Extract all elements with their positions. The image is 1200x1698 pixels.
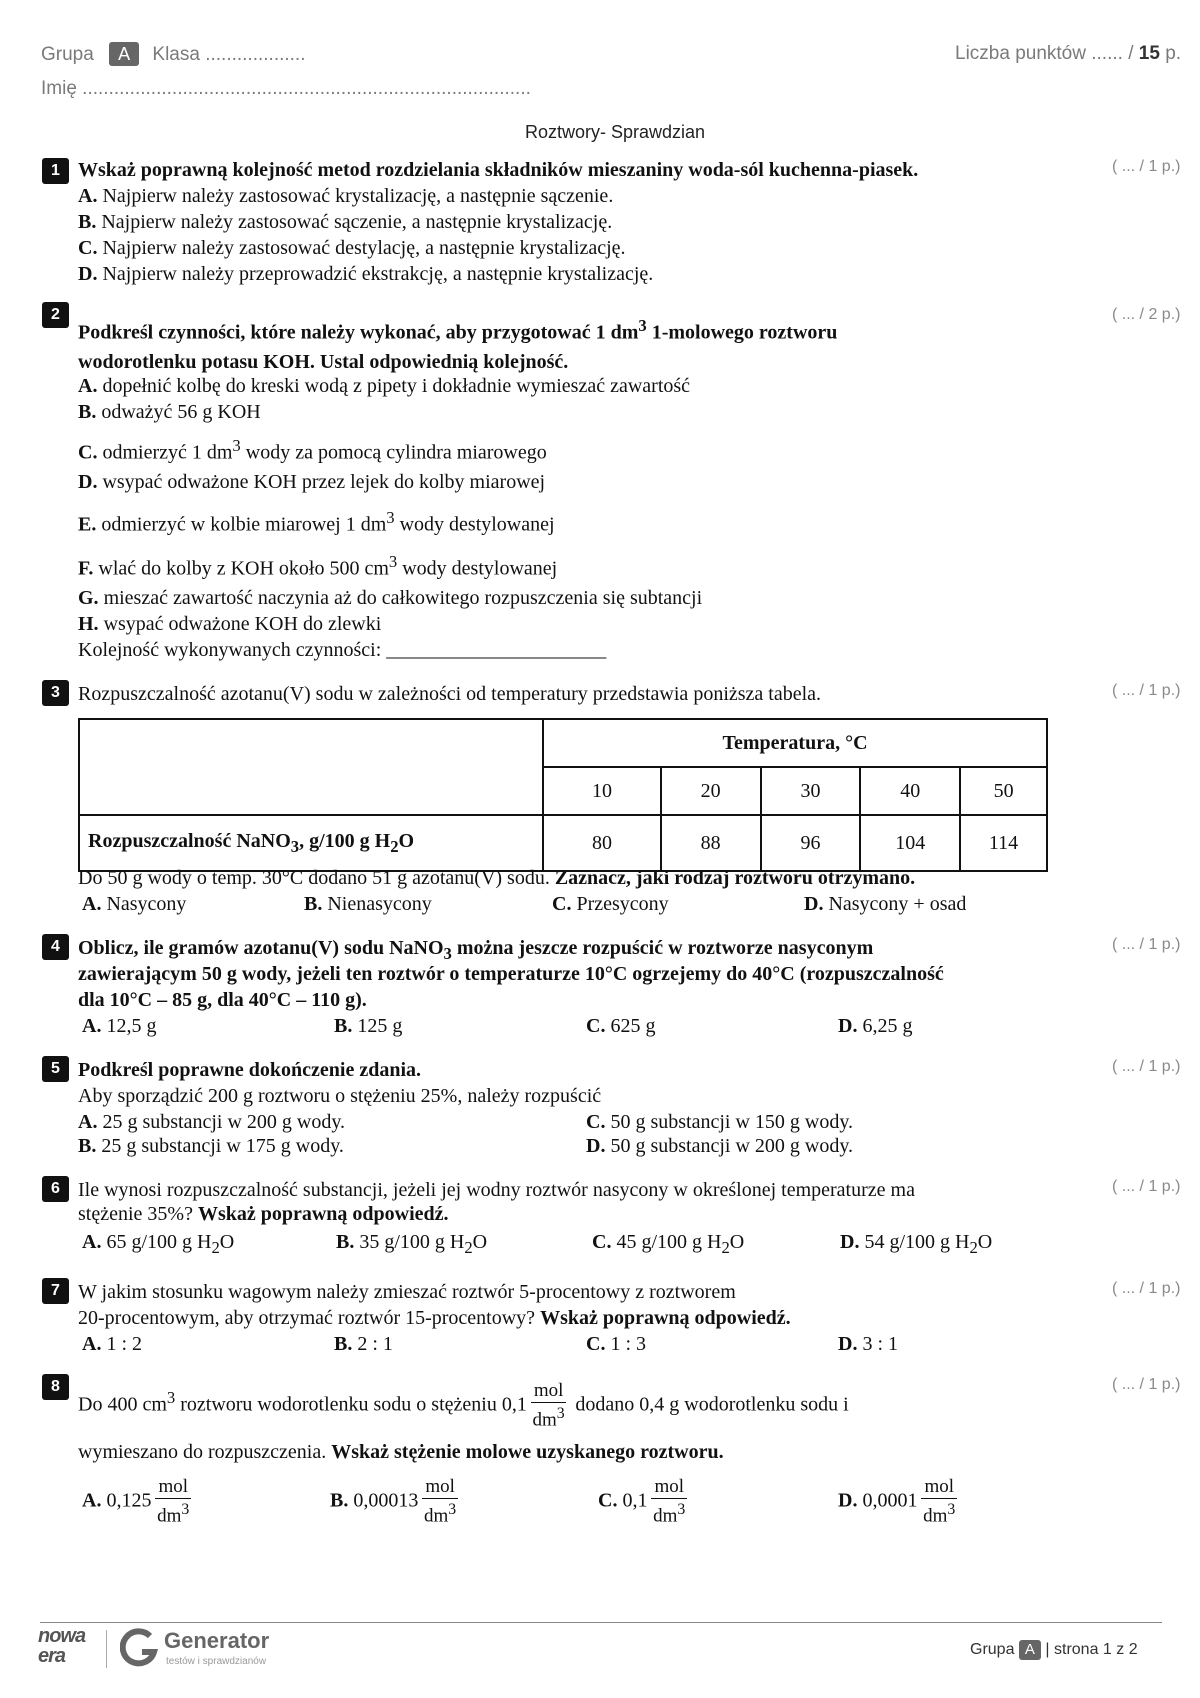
q7-option-a[interactable]: A. 1 : 2 — [82, 1333, 143, 1355]
question-number-7: 7 — [42, 1278, 69, 1304]
q3-option-a[interactable]: A. Nasycony — [82, 893, 187, 915]
footer-group-badge: A — [1019, 1640, 1041, 1660]
q1-option-d[interactable]: D. Najpierw należy przeprowadzić ekstrakcję, a następnie krystalizację. — [78, 263, 654, 285]
question-text-7b: 20-procentowym, aby otrzymać roztwór 15-procentowy? Wskaż poprawną odpowiedź. — [78, 1307, 791, 1329]
q3-option-b[interactable]: B. Nienasycony — [304, 893, 432, 915]
q2-order-line[interactable]: Kolejność wykonywanych czynności: ______________________ — [78, 639, 607, 661]
generator-logo-icon — [120, 1628, 160, 1673]
q1-option-b[interactable]: B. Najpierw należy zastosować sączenie, a następnie krystalizację. — [78, 211, 613, 233]
question-text-8: Do 400 $cm^3$ roztworu wodorotlenku sodu o stężeniu 0,1 $\frac{\text{mol}}{dm^3}$ dodano 0,4 g wodorotlenku sodu i — [78, 1380, 849, 1431]
solubility-table — [78, 718, 1048, 872]
table-row-label: Rozpuszczalność NaNO$_3$, g/100 g $H_2O$ — [79, 815, 543, 871]
q5-stem: Aby sporządzić 200 g roztworu o stężeniu 25%, należy rozpuścić — [78, 1085, 602, 1107]
question-points-8: ( ... / 1 p.) — [1112, 1376, 1181, 1393]
temp-cell: 50 — [960, 767, 1047, 815]
fraction-mol-dm3: $\frac{\text{mol}}{dm^3}$ — [424, 1476, 457, 1527]
logo-separator — [106, 1630, 107, 1668]
points-total — [955, 43, 1181, 65]
q1-option-a[interactable]: A. Najpierw należy zastosować krystalizację, a następnie sączenie. — [78, 185, 614, 207]
question-text-1: Wskaż poprawną kolejność metod rozdzielania składników mieszaniny woda-sól kuchenna-piasek. — [78, 159, 919, 181]
q6-option-a[interactable]: A. 65 g/100 g $H_2O$ — [82, 1231, 235, 1257]
footer-page-info — [970, 1640, 1138, 1660]
question-points-6: ( ... / 1 p.) — [1112, 1178, 1181, 1195]
question-number-1: 1 — [42, 158, 69, 184]
group-badge: A — [109, 42, 139, 66]
temp-cell: 20 — [661, 767, 761, 815]
question-text-2b: wodorotlenku potasu KOH. Ustal odpowiednią kolejność. — [78, 351, 569, 373]
temp-cell: 30 — [761, 767, 861, 815]
q2-option-f[interactable]: F. wlać do kolby z KOH około 500 $cm^3$ wody destylowanej — [78, 552, 558, 580]
footer-page-label: | strona 1 z 2 — [1045, 1641, 1138, 1658]
q4-option-c[interactable]: C. 625 g — [586, 1015, 656, 1037]
question-points-4: ( ... / 1 p.) — [1112, 936, 1181, 953]
table-temp-header: Temperatura, °C — [543, 719, 1047, 767]
question-points-2: ( ... / 2 p.) — [1112, 306, 1181, 323]
question-text-5: Podkreśl poprawne dokończenie zdania. — [78, 1059, 421, 1081]
q6-option-b[interactable]: B. 35 g/100 g $H_2O$ — [336, 1231, 488, 1257]
points-label: Liczba punktów ...... / — [955, 43, 1134, 64]
value-cell: 80 — [543, 815, 661, 871]
q2-option-e[interactable]: E. odmierzyć w kolbie miarowej 1 $dm^3$ wody destylowanej — [78, 508, 555, 536]
temp-cell: 10 — [543, 767, 661, 815]
q7-option-d[interactable]: D. 3 : 1 — [838, 1333, 899, 1355]
question-number-6: 6 — [42, 1176, 69, 1202]
value-cell: 96 — [761, 815, 861, 871]
question-text-4: Oblicz, ile gramów azotanu(V) sodu NaNO$_3$ można jeszcze rozpuścić w roztworze nasyconym — [78, 937, 874, 963]
question-text-7: W jakim stosunku wagowym należy zmieszać roztwór 5-procentowy z roztworem — [78, 1281, 736, 1303]
value-cell: 104 — [860, 815, 960, 871]
question-number-4: 4 — [42, 934, 69, 960]
generator-title: Generator — [164, 1628, 270, 1653]
question-text-6b: stężenie 35%? Wskaż poprawną odpowiedź. — [78, 1203, 449, 1225]
q3-after-text: Do 50 g wody o temp. 30°C dodano 51 g azotanu(V) sodu. Zaznacz, jaki rodzaj roztworu otrzymano. — [78, 867, 916, 889]
q5-option-c[interactable]: C. 50 g substancji w 150 g wody. — [586, 1111, 854, 1133]
question-points-7: ( ... / 1 p.) — [1112, 1280, 1181, 1297]
generator-subtitle: testów i sprawdzianów — [166, 1656, 267, 1667]
q4-option-d[interactable]: D. 6,25 g — [838, 1015, 913, 1037]
q2-option-h[interactable]: H. wsypać odważone KOH do zlewki — [78, 613, 382, 635]
points-unit: p. — [1165, 43, 1182, 64]
question-number-5: 5 — [42, 1056, 69, 1082]
question-points-1: ( ... / 1 p.) — [1112, 158, 1181, 175]
q8-option-a[interactable]: A. 0,125 $\frac{\text{mol}}{dm^3}$ — [82, 1476, 190, 1527]
fraction-mol-dm3: $\frac{\text{mol}}{dm^3}$ — [653, 1476, 686, 1527]
fraction-mol-dm3: $\frac{\text{mol}}{dm^3}$ — [157, 1476, 190, 1527]
group-label: Grupa — [41, 44, 94, 65]
question-number-8: 8 — [42, 1374, 69, 1400]
q7-option-c[interactable]: C. 1 : 3 — [586, 1333, 647, 1355]
q4-option-a[interactable]: A. 12,5 g — [82, 1015, 157, 1037]
q2-option-g[interactable]: G. mieszać zawartość naczynia aż do całkowitego rozpuszczenia się subtancji — [78, 587, 703, 609]
q5-option-b[interactable]: B. 25 g substancji w 175 g wody. — [78, 1135, 344, 1157]
question-text-4c: dla 10°C – 85 g, dla 40°C – 110 g). — [78, 989, 367, 1011]
q3-option-d[interactable]: D. Nasycony + osad — [804, 893, 967, 915]
header-group — [41, 42, 306, 66]
question-text-6: Ile wynosi rozpuszczalność substancji, jeżeli jej wodny roztwór nasycony w określonej temperaturze ma — [78, 1179, 915, 1201]
fraction-mol-dm3: $\frac{\text{mol}}{dm^3}$ — [532, 1380, 565, 1431]
q8-option-d[interactable]: D. 0,0001 $\frac{\text{mol}}{dm^3}$ — [838, 1476, 956, 1527]
q1-option-c[interactable]: C. Najpierw należy zastosować destylację, a następnie krystalizację. — [78, 237, 626, 259]
q5-option-d[interactable]: D. 50 g substancji w 200 g wody. — [586, 1135, 854, 1157]
footer-group-label: Grupa — [970, 1641, 1015, 1658]
q8-option-c[interactable]: C. 0,1 $\frac{\text{mol}}{dm^3}$ — [598, 1476, 686, 1527]
q8-option-b[interactable]: B. 0,00013 $\frac{\text{mol}}{dm^3}$ — [330, 1476, 457, 1527]
q7-option-b[interactable]: B. 2 : 1 — [334, 1333, 393, 1355]
temp-cell: 40 — [860, 767, 960, 815]
q2-option-a[interactable]: A. dopełnić kolbę do kreski wodą z pipety i dokładnie wymieszać zawartość — [78, 375, 691, 397]
question-number-3: 3 — [42, 680, 69, 706]
question-text-8b: wymieszano do rozpuszczenia. Wskaż stężenie molowe uzyskanego roztworu. — [78, 1441, 724, 1463]
points-total-value: 15 — [1138, 43, 1160, 64]
q2-option-b[interactable]: B. odważyć 56 g KOH — [78, 401, 261, 423]
question-points-5: ( ... / 1 p.) — [1112, 1058, 1181, 1075]
nowa-era-logo: nowa era — [38, 1625, 86, 1667]
q3-option-c[interactable]: C. Przesycony — [552, 893, 669, 915]
page-title: Roztwory- Sprawdzian — [524, 122, 706, 142]
name-field: Imię ..................................................................................... — [41, 78, 531, 99]
question-text-3: Rozpuszczalność azotanu(V) sodu w zależności od temperatury przedstawia poniższa tabela. — [78, 683, 822, 705]
q2-option-c[interactable]: C. odmierzyć 1 $dm^3$ wody za pomocą cylindra miarowego — [78, 436, 547, 464]
value-cell: 114 — [960, 815, 1047, 871]
fraction-mol-dm3: $\frac{\text{mol}}{dm^3}$ — [923, 1476, 956, 1527]
question-text-4b: zawierającym 50 g wody, jeżeli ten roztwór o temperaturze 10°C ogrzejemy do 40°C (rozpuszczalność — [78, 963, 944, 985]
question-number-2: 2 — [42, 302, 69, 328]
value-cell: 88 — [661, 815, 761, 871]
question-text-2: Podkreśl czynności, które należy wykonać, aby przygotować 1 $dm^3$ 1-molowego roztworu — [78, 316, 838, 344]
footer-divider — [40, 1622, 1162, 1623]
order-blank: ______________________ — [386, 639, 607, 661]
table-corner — [79, 719, 543, 815]
q6-option-d[interactable]: D. 54 g/100 g $H_2O$ — [840, 1231, 993, 1257]
q5-option-a[interactable]: A. 25 g substancji w 200 g wody. — [78, 1111, 346, 1133]
q6-option-c[interactable]: C. 45 g/100 g $H_2O$ — [592, 1231, 745, 1257]
class-field: Klasa ................... — [152, 44, 306, 65]
q4-option-b[interactable]: B. 125 g — [334, 1015, 403, 1037]
q2-option-d[interactable]: D. wsypać odważone KOH przez lejek do kolby miarowej — [78, 471, 546, 493]
question-points-3: ( ... / 1 p.) — [1112, 682, 1181, 699]
